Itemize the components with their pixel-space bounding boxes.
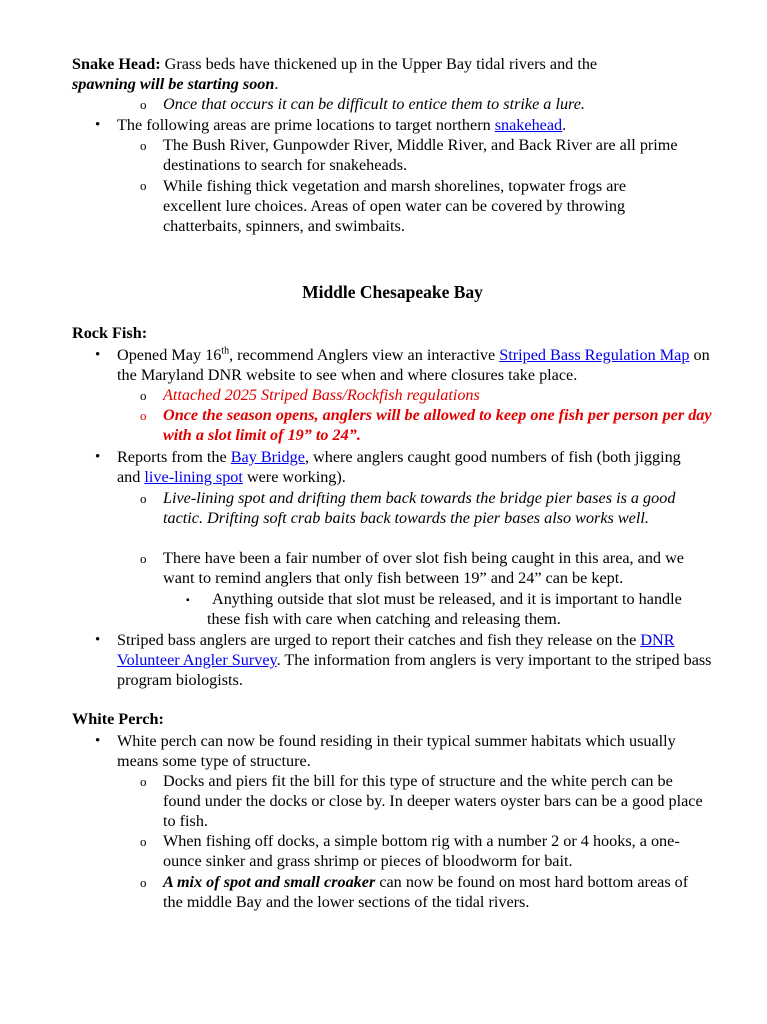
rockfish-b1-sup: th (221, 345, 230, 357)
circle-marker: o (140, 178, 147, 193)
bullet-marker: • (95, 632, 101, 648)
snakehead-period: . (274, 75, 279, 94)
rockfish-b2-pre: Reports from the (117, 448, 231, 466)
perch-sub3-bold: A mix of spot and small croaker (163, 873, 376, 891)
rockfish-b3-post: . The information from anglers is very important to the striped bass program biologists. (117, 651, 712, 690)
section-heading: Middle Chesapeake Bay (302, 282, 483, 302)
perch-sub2: When fishing off docks, a simple bottom rig with a number 2 or 4 hooks, a one-ounce sinker and grass shrimp or pieces of bloodworm for bait. (163, 832, 680, 871)
circle-marker: o (140, 97, 147, 112)
rockfish-bullet1 (117, 345, 717, 385)
snakehead-sub3: While fishing thick vegetation and marsh shorelines, topwater frogs are excellent lure choices. Areas of open water can be covered by throwing chatterbaits, spinners, and swimbaits. (163, 177, 627, 236)
volunteer-angler-survey-link[interactable]: DNR Volunteer Angler Survey (117, 631, 675, 670)
snakehead-spawn: spawning will be starting soon (72, 75, 275, 94)
rockfish-bullet2 (117, 447, 697, 487)
regulation-map-link[interactable]: Striped Bass Regulation Map (499, 346, 690, 364)
bullet-marker: • (95, 347, 101, 363)
circle-marker: o (140, 388, 147, 403)
snakehead-sub2: The Bush River, Gunpowder River, Middle River, and Back River are all prime destinations to search for snakeheads. (163, 136, 678, 175)
rockfish-b2-mid: , where anglers caught good numbers of fish (both jigging and (117, 448, 681, 487)
circle-marker: o (140, 138, 147, 153)
snakehead-intro: Grass beds have thickened up in the Upper Bay tidal rivers and the (160, 55, 598, 73)
square-marker: ▪ (186, 595, 190, 606)
bullet-marker: • (95, 733, 101, 749)
snakehead-bullet1 (117, 115, 717, 135)
rockfish-label: Rock Fish: (72, 324, 148, 342)
snakehead-link[interactable]: snakehead (494, 116, 563, 134)
circle-marker: o (140, 408, 147, 423)
bay-bridge-link[interactable]: Bay Bridge (230, 448, 305, 466)
regulations-note: Attached 2025 Striped Bass/Rockfish regulations (163, 386, 480, 404)
circle-marker: o (140, 491, 147, 506)
rockfish-bullet3 (117, 630, 712, 691)
bullet1-post: . (562, 116, 567, 134)
perch-sub3 (163, 872, 693, 912)
circle-marker: o (140, 551, 147, 566)
rockfish-b2-subsub: Anything outside that slot must be released, and it is important to handle these fish with care when catching and releasing them. (207, 590, 682, 629)
perch-sub3-rest: can now be found on most hard bottom areas of the middle Bay and the lower sections of the tidal rivers. (163, 873, 689, 912)
white-perch-label: White Perch: (72, 710, 164, 728)
live-lining-spot-link[interactable]: live-lining spot (144, 468, 243, 487)
snakehead-paragraph (72, 54, 672, 94)
rockfish-b2-sub1: Live-lining spot and drifting them back towards the bridge pier bases is a good tactic. Drifting soft crab baits back towards the pier bases also works well. (163, 489, 676, 528)
snakehead-sub1: Once that occurs it can be difficult to entice them to strike a lure. (163, 95, 585, 113)
circle-marker: o (140, 834, 147, 849)
bullet-marker: • (95, 449, 101, 465)
rockfish-b2-post: were working). (242, 468, 346, 487)
perch-bullet1: White perch can now be found residing in their typical summer habitats which usually means some type of structure. (117, 732, 676, 771)
rockfish-b1-pre: Opened May 16 (117, 346, 222, 364)
perch-sub1: Docks and piers fit the bill for this type of structure and the white perch can be found under the docks or close by. In deeper waters oyster bars can be a good place to fish. (163, 772, 703, 831)
bullet1-pre: The following areas are prime locations to target northern (117, 116, 495, 134)
bullet-marker: • (95, 117, 101, 133)
rockfish-b2-sub2: There have been a fair number of over slot fish being caught in this area, and we want to remind anglers that only fish between 19” and 24” can be kept. (163, 549, 684, 588)
circle-marker: o (140, 875, 147, 890)
slot-limit-note: Once the season opens, anglers will be allowed to keep one fish per person per day with a slot limit of 19” to 24”. (163, 406, 712, 445)
circle-marker: o (140, 774, 147, 789)
rockfish-b1-mid: , recommend Anglers view an interactive (229, 346, 500, 364)
snakehead-label: Snake Head: (72, 55, 161, 73)
rockfish-b3-pre: Striped bass anglers are urged to report their catches and fish they release on the (117, 631, 641, 649)
rockfish-b1-post: on the Maryland DNR website to see when and where closures take place. (117, 346, 710, 385)
